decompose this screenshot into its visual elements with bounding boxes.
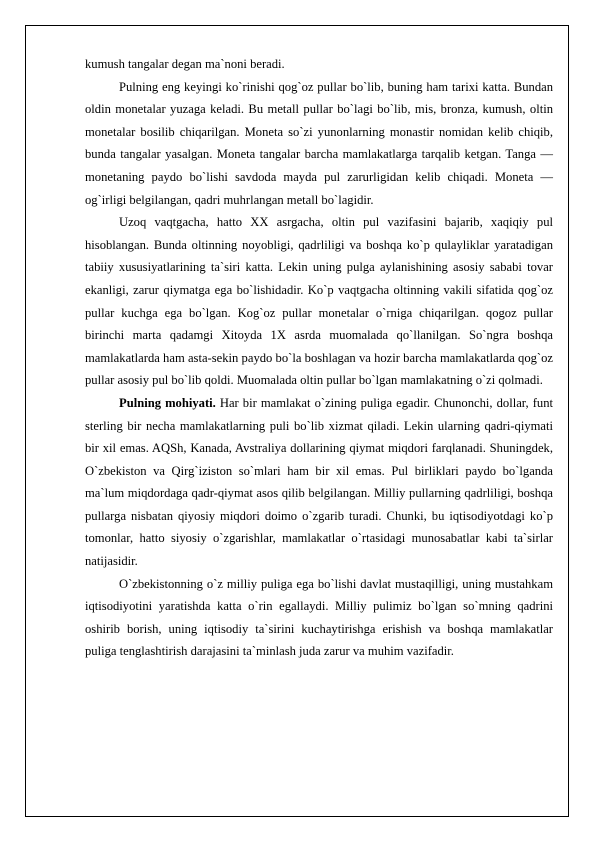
paragraph-national-currency (85, 573, 553, 663)
paragraph-text: O`zbekistonning o`z milliy puliga ega bo`lishi davlat mustaqilligi, uning mustahkam iqtisodiyotini yaratishda katta o`rin egallaydi. Milliy pulimiz bo`lgan so`mning qadrini oshirib borish, uning iqtisodiy ta`sirini kuchaytirishga erishish va boshqa mamlakatlar puliga tenglashtirish darajasini ta`minlash juda zarur va muhim vazifadir. (85, 576, 553, 659)
paragraph-text: Pulning eng keyingi ko`rinishi qog`oz pullar bo`lib, buning ham tarixi katta. Bundan oldin monetalar yuzaga keladi. Bu metall pullar bo`lagi bo`lib, mis, bronza, kumush, oltin monetalar bosilib chiqarilgan. Moneta so`zi yunonlarning monastir nomidan kelib chiqib, bunda tangalar yasalgan. Moneta tangalar barcha mamlakatlarga tarqalib ketgan. Tanga — monetaning paydo bo`lishi savdoda mayda pul zarurligidan kelib chiqadi. Moneta — og`irligi belgilangan, qadri muhrlangan metall bo`lagidir. (85, 79, 553, 207)
paragraph-text: kumush tangalar degan ma`noni beradi. (85, 57, 285, 71)
paragraph-gold-money (85, 211, 553, 392)
paragraph-essence-of-money (85, 392, 553, 573)
section-heading-inline: Pulning mohiyati. (119, 395, 216, 410)
document-body (85, 53, 553, 663)
paragraph-text: Har bir mamlakat o`zining puliga egadir. Chunonchi, dollar, funt sterling bir necha mamlakatlarning puli bo`lib xizmat qiladi. Lekin ularning qadri-qiymati bir xil emas. AQSh, Kanada, Avstraliya dollarining qiymat miqdori farqlanadi. Shuningdek, O`zbekiston va Qirg`iziston so`mlari ham bir xil emas. Pul birliklari paydo bo`lganda ma`lum miqdordaga qadr-qiymat asos qilib belgilangan. Milliy pullarning qadrliligi, boshqa pullarga nisbatan qiyosiy miqdori doimo o`zgarib turadi. Chunki, bu iqtisodiyotdagi ko`p tomonlar, hatto siyosiy o`zgarishlar, mamlakatlar o`rtasidagi munosabatlar kabi ta`sirlar natijasidir. (85, 395, 554, 569)
paragraph-paper-money-history (85, 76, 553, 212)
paragraph-continuation (85, 53, 553, 76)
paragraph-text: Uzoq vaqtgacha, hatto XX asrgacha, oltin pul vazifasini bajarib, xaqiqiy pul hisoblangan. Bunda oltinning noyobligi, qadrliligi va boshqa ko`p qulayliklar yaratadigan tabiiy xususiyatlarining ta`siri katta. Lekin uning pulga aylanishining asosiy sababi tovar ekanligi, zarur qiymatga ega bo`lishidadir. Ko`p vaqtgacha oltinning vakili sifatida qog`oz pullar kuchga ega bo`lgan. Kog`oz pullar monetalar o`rniga chiqarilgan. qogoz pullar birinchi marta qadamgi Xitoyda 1X asrda muomalada qo`llanilgan. So`ngra boshqa mamlakatlarda ham asta-sekin paydo bo`la boshlagan va hozir barcha mamlakatlarda qog`oz pullar asosiy pul bo`lib qoldi. Muomalada oltin pullar bo`lgan mamlakatning o`zi qolmadi. (85, 215, 553, 388)
